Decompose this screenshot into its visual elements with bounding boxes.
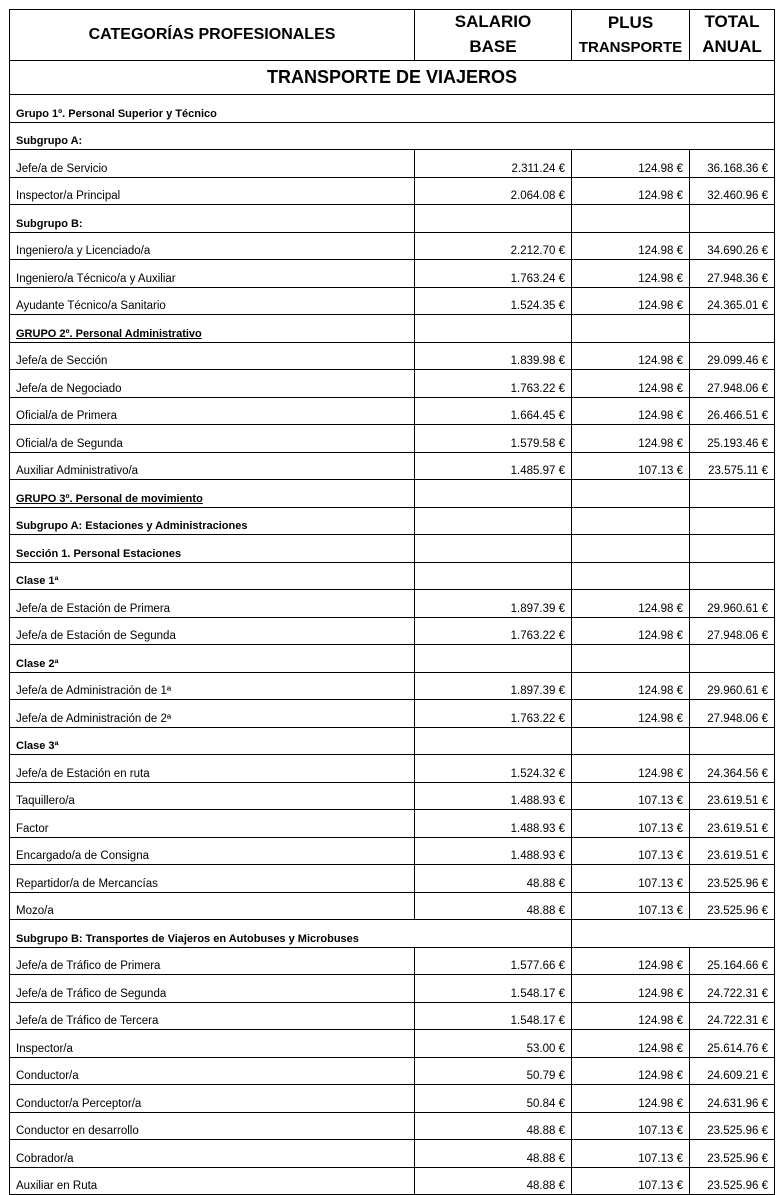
total-anual-cell: 27.948.36 € bbox=[690, 260, 775, 288]
salario-base-cell: 1.488.93 € bbox=[415, 782, 572, 810]
category-cell: Repartidor/a de Mercancías bbox=[10, 865, 415, 893]
total-anual-cell: 23.619.51 € bbox=[690, 810, 775, 838]
total-anual-cell: 36.168.36 € bbox=[690, 150, 775, 178]
plus-transporte-cell: 107.13 € bbox=[572, 837, 690, 865]
empty-cell bbox=[572, 920, 775, 948]
header-plus-line2: TRANSPORTE bbox=[578, 38, 683, 56]
plus-transporte-cell: 107.13 € bbox=[572, 452, 690, 480]
header-total-line1: TOTAL bbox=[704, 12, 760, 31]
total-anual-cell: 24.631.96 € bbox=[690, 1085, 775, 1113]
plus-transporte-cell: 107.13 € bbox=[572, 1140, 690, 1168]
table-row bbox=[10, 947, 775, 975]
section-label: Subgrupo A: bbox=[10, 122, 775, 150]
table-row bbox=[10, 397, 775, 425]
salario-base-cell: 1.488.93 € bbox=[415, 810, 572, 838]
category-cell: Jefe/a de Tráfico de Tercera bbox=[10, 1002, 415, 1030]
category-cell: Jefe/a de Sección bbox=[10, 342, 415, 370]
table-row bbox=[10, 287, 775, 315]
table-row bbox=[10, 837, 775, 865]
plus-transporte-cell: 124.98 € bbox=[572, 617, 690, 645]
section-header-row bbox=[10, 95, 775, 123]
category-cell: Jefe/a de Tráfico de Segunda bbox=[10, 975, 415, 1003]
category-cell: Mozo/a bbox=[10, 892, 415, 920]
category-cell: Jefe/a de Tráfico de Primera bbox=[10, 947, 415, 975]
empty-cell bbox=[415, 507, 572, 535]
empty-cell bbox=[690, 645, 775, 673]
category-cell: Jefe/a de Administración de 2ª bbox=[10, 700, 415, 728]
salario-base-cell: 1.488.93 € bbox=[415, 837, 572, 865]
plus-transporte-cell: 124.98 € bbox=[572, 1085, 690, 1113]
plus-transporte-cell: 107.13 € bbox=[572, 782, 690, 810]
plus-transporte-cell: 124.98 € bbox=[572, 975, 690, 1003]
total-anual-cell: 24.722.31 € bbox=[690, 975, 775, 1003]
category-cell: Jefe/a de Servicio bbox=[10, 150, 415, 178]
empty-cell bbox=[690, 480, 775, 508]
table-row bbox=[10, 755, 775, 783]
empty-cell bbox=[690, 562, 775, 590]
table-row bbox=[10, 1002, 775, 1030]
table-row bbox=[10, 865, 775, 893]
category-cell: Cobrador/a bbox=[10, 1140, 415, 1168]
empty-cell bbox=[690, 315, 775, 343]
total-anual-cell: 25.164.66 € bbox=[690, 947, 775, 975]
total-anual-cell: 23.619.51 € bbox=[690, 782, 775, 810]
total-anual-cell: 29.960.61 € bbox=[690, 672, 775, 700]
total-anual-cell: 23.525.96 € bbox=[690, 892, 775, 920]
plus-transporte-cell: 124.98 € bbox=[572, 755, 690, 783]
category-cell: Auxiliar en Ruta bbox=[10, 1167, 415, 1195]
plus-transporte-cell: 124.98 € bbox=[572, 150, 690, 178]
category-cell: Factor bbox=[10, 810, 415, 838]
total-anual-cell: 27.948.06 € bbox=[690, 617, 775, 645]
total-anual-cell: 26.466.51 € bbox=[690, 397, 775, 425]
salario-base-cell: 1.763.22 € bbox=[415, 700, 572, 728]
header-row bbox=[10, 10, 775, 61]
salario-base-cell: 1.897.39 € bbox=[415, 672, 572, 700]
category-cell: Jefe/a de Negociado bbox=[10, 370, 415, 398]
table-row bbox=[10, 975, 775, 1003]
salario-base-cell: 2.064.08 € bbox=[415, 177, 572, 205]
total-anual-cell: 34.690.26 € bbox=[690, 232, 775, 260]
header-plus-line1: PLUS bbox=[607, 12, 654, 32]
salario-base-cell: 1.763.22 € bbox=[415, 617, 572, 645]
plus-transporte-cell: 124.98 € bbox=[572, 672, 690, 700]
category-cell: Encargado/a de Consigna bbox=[10, 837, 415, 865]
salario-base-cell: 48.88 € bbox=[415, 1140, 572, 1168]
empty-cell bbox=[415, 562, 572, 590]
salario-base-cell: 1.524.32 € bbox=[415, 755, 572, 783]
plus-transporte-cell: 124.98 € bbox=[572, 947, 690, 975]
plus-transporte-cell: 124.98 € bbox=[572, 590, 690, 618]
header-category-label: CATEGORÍAS PROFESIONALES bbox=[88, 26, 336, 43]
section-label: Sección 1. Personal Estaciones bbox=[10, 535, 415, 563]
salario-base-cell: 1.763.22 € bbox=[415, 370, 572, 398]
salario-base-cell: 1.763.24 € bbox=[415, 260, 572, 288]
category-cell: Conductor/a Perceptor/a bbox=[10, 1085, 415, 1113]
table-row bbox=[10, 617, 775, 645]
plus-transporte-cell: 107.13 € bbox=[572, 865, 690, 893]
empty-cell bbox=[415, 645, 572, 673]
plus-transporte-cell: 124.98 € bbox=[572, 397, 690, 425]
table-row bbox=[10, 425, 775, 453]
salario-base-cell: 1.548.17 € bbox=[415, 1002, 572, 1030]
salario-base-cell: 1.548.17 € bbox=[415, 975, 572, 1003]
salario-base-cell: 50.79 € bbox=[415, 1057, 572, 1085]
section-header-row bbox=[10, 205, 775, 233]
empty-cell bbox=[415, 727, 572, 755]
category-cell: Ingeniero/a y Licenciado/a bbox=[10, 232, 415, 260]
total-anual-cell: 25.193.46 € bbox=[690, 425, 775, 453]
plus-transporte-cell: 107.13 € bbox=[572, 1112, 690, 1140]
category-cell: Ayudante Técnico/a Sanitario bbox=[10, 287, 415, 315]
plus-transporte-cell: 124.98 € bbox=[572, 425, 690, 453]
total-anual-cell: 23.575.11 € bbox=[690, 452, 775, 480]
salario-base-cell: 2.212.70 € bbox=[415, 232, 572, 260]
table-row bbox=[10, 232, 775, 260]
section-header-row bbox=[10, 507, 775, 535]
empty-cell bbox=[415, 535, 572, 563]
salario-base-cell: 48.88 € bbox=[415, 1112, 572, 1140]
plus-transporte-cell: 124.98 € bbox=[572, 370, 690, 398]
total-anual-cell: 27.948.06 € bbox=[690, 700, 775, 728]
section-header-row bbox=[10, 562, 775, 590]
section-label: Clase 3ª bbox=[10, 727, 415, 755]
section-header-row bbox=[10, 920, 775, 948]
section-header-row bbox=[10, 315, 775, 343]
empty-cell bbox=[572, 535, 690, 563]
category-cell: Inspector/a bbox=[10, 1030, 415, 1058]
total-anual-cell: 27.948.06 € bbox=[690, 370, 775, 398]
plus-transporte-cell: 107.13 € bbox=[572, 810, 690, 838]
header-plus-transporte bbox=[572, 10, 690, 61]
section-header-row bbox=[10, 480, 775, 508]
category-cell: Jefe/a de Estación de Primera bbox=[10, 590, 415, 618]
empty-cell bbox=[572, 562, 690, 590]
empty-cell bbox=[572, 727, 690, 755]
salario-base-cell: 1.839.98 € bbox=[415, 342, 572, 370]
table-row bbox=[10, 452, 775, 480]
section-label bbox=[10, 315, 415, 343]
salario-base-cell: 48.88 € bbox=[415, 892, 572, 920]
plus-transporte-cell: 124.98 € bbox=[572, 177, 690, 205]
total-anual-cell: 24.365.01 € bbox=[690, 287, 775, 315]
salario-base-cell: 53.00 € bbox=[415, 1030, 572, 1058]
table-row bbox=[10, 342, 775, 370]
total-anual-cell: 23.619.51 € bbox=[690, 837, 775, 865]
total-anual-cell: 24.722.31 € bbox=[690, 1002, 775, 1030]
category-cell: Taquillero/a bbox=[10, 782, 415, 810]
table-row bbox=[10, 150, 775, 178]
empty-cell bbox=[690, 727, 775, 755]
empty-cell bbox=[415, 315, 572, 343]
category-cell: Auxiliar Administrativo/a bbox=[10, 452, 415, 480]
table-row bbox=[10, 1167, 775, 1195]
section-header-row bbox=[10, 535, 775, 563]
empty-cell bbox=[690, 205, 775, 233]
category-cell: Jefe/a de Administración de 1ª bbox=[10, 672, 415, 700]
table-row bbox=[10, 1140, 775, 1168]
salario-base-cell: 2.311.24 € bbox=[415, 150, 572, 178]
category-cell: Conductor/a bbox=[10, 1057, 415, 1085]
section-label: Subgrupo B: Transportes de Viajeros en Autobuses y Microbuses bbox=[10, 920, 572, 948]
salary-table bbox=[9, 9, 775, 1195]
table-row bbox=[10, 260, 775, 288]
total-anual-cell: 23.525.96 € bbox=[690, 865, 775, 893]
salario-base-cell: 1.524.35 € bbox=[415, 287, 572, 315]
category-cell: Jefe/a de Estación en ruta bbox=[10, 755, 415, 783]
empty-cell bbox=[690, 535, 775, 563]
total-anual-cell: 29.960.61 € bbox=[690, 590, 775, 618]
section-label bbox=[10, 480, 415, 508]
empty-cell bbox=[572, 205, 690, 233]
salario-base-cell: 1.897.39 € bbox=[415, 590, 572, 618]
table-row bbox=[10, 782, 775, 810]
plus-transporte-cell: 124.98 € bbox=[572, 287, 690, 315]
header-salario-line1: SALARIO bbox=[454, 12, 532, 31]
total-anual-cell: 23.525.96 € bbox=[690, 1167, 775, 1195]
section-label-text: GRUPO 3º. Personal de movimiento bbox=[16, 492, 203, 505]
table-row bbox=[10, 810, 775, 838]
total-anual-cell: 23.525.96 € bbox=[690, 1112, 775, 1140]
category-cell: Jefe/a de Estación de Segunda bbox=[10, 617, 415, 645]
table-row bbox=[10, 1057, 775, 1085]
section-label-text: GRUPO 2º. Personal Administrativo bbox=[16, 327, 202, 340]
salario-base-cell: 48.88 € bbox=[415, 1167, 572, 1195]
table-row bbox=[10, 1030, 775, 1058]
plus-transporte-cell: 107.13 € bbox=[572, 1167, 690, 1195]
empty-cell bbox=[572, 645, 690, 673]
header-salario-line2: BASE bbox=[469, 37, 517, 56]
salario-base-cell: 1.664.45 € bbox=[415, 397, 572, 425]
plus-transporte-cell: 124.98 € bbox=[572, 342, 690, 370]
empty-cell bbox=[572, 507, 690, 535]
salario-base-cell: 48.88 € bbox=[415, 865, 572, 893]
header-category bbox=[10, 10, 415, 61]
section-header-row bbox=[10, 122, 775, 150]
table-row bbox=[10, 177, 775, 205]
table-title: TRANSPORTE DE VIAJEROS bbox=[10, 61, 775, 95]
total-anual-cell: 23.525.96 € bbox=[690, 1140, 775, 1168]
table-row bbox=[10, 370, 775, 398]
plus-transporte-cell: 124.98 € bbox=[572, 1057, 690, 1085]
table-row bbox=[10, 672, 775, 700]
table-row bbox=[10, 590, 775, 618]
section-header-row bbox=[10, 727, 775, 755]
section-label: Grupo 1º. Personal Superior y Técnico bbox=[10, 95, 775, 123]
category-cell: Conductor en desarrollo bbox=[10, 1112, 415, 1140]
header-total-anual bbox=[690, 10, 775, 61]
plus-transporte-cell: 124.98 € bbox=[572, 1002, 690, 1030]
empty-cell bbox=[572, 480, 690, 508]
plus-transporte-cell: 107.13 € bbox=[572, 892, 690, 920]
salario-base-cell: 1.485.97 € bbox=[415, 452, 572, 480]
plus-transporte-cell: 124.98 € bbox=[572, 260, 690, 288]
category-cell: Inspector/a Principal bbox=[10, 177, 415, 205]
salario-base-cell: 1.579.58 € bbox=[415, 425, 572, 453]
salario-base-cell: 50.84 € bbox=[415, 1085, 572, 1113]
category-cell: Oficial/a de Primera bbox=[10, 397, 415, 425]
total-anual-cell: 32.460.96 € bbox=[690, 177, 775, 205]
section-label: Subgrupo B: bbox=[10, 205, 415, 233]
plus-transporte-cell: 124.98 € bbox=[572, 1030, 690, 1058]
header-total-line2: ANUAL bbox=[702, 37, 762, 56]
empty-cell bbox=[415, 480, 572, 508]
empty-cell bbox=[690, 507, 775, 535]
plus-transporte-cell: 124.98 € bbox=[572, 700, 690, 728]
header-salario-base bbox=[415, 10, 572, 61]
total-anual-cell: 29.099.46 € bbox=[690, 342, 775, 370]
empty-cell bbox=[572, 315, 690, 343]
table-row bbox=[10, 892, 775, 920]
category-cell: Ingeniero/a Técnico/a y Auxiliar bbox=[10, 260, 415, 288]
section-label: Subgrupo A: Estaciones y Administraciones bbox=[10, 507, 415, 535]
total-anual-cell: 24.609.21 € bbox=[690, 1057, 775, 1085]
category-cell: Oficial/a de Segunda bbox=[10, 425, 415, 453]
empty-cell bbox=[415, 205, 572, 233]
section-label: Clase 1ª bbox=[10, 562, 415, 590]
total-anual-cell: 24.364.56 € bbox=[690, 755, 775, 783]
table-row bbox=[10, 700, 775, 728]
salario-base-cell: 1.577.66 € bbox=[415, 947, 572, 975]
plus-transporte-cell: 124.98 € bbox=[572, 232, 690, 260]
table-row bbox=[10, 1085, 775, 1113]
total-anual-cell: 25.614.76 € bbox=[690, 1030, 775, 1058]
section-header-row bbox=[10, 645, 775, 673]
table-title-row bbox=[10, 61, 775, 95]
section-label: Clase 2ª bbox=[10, 645, 415, 673]
